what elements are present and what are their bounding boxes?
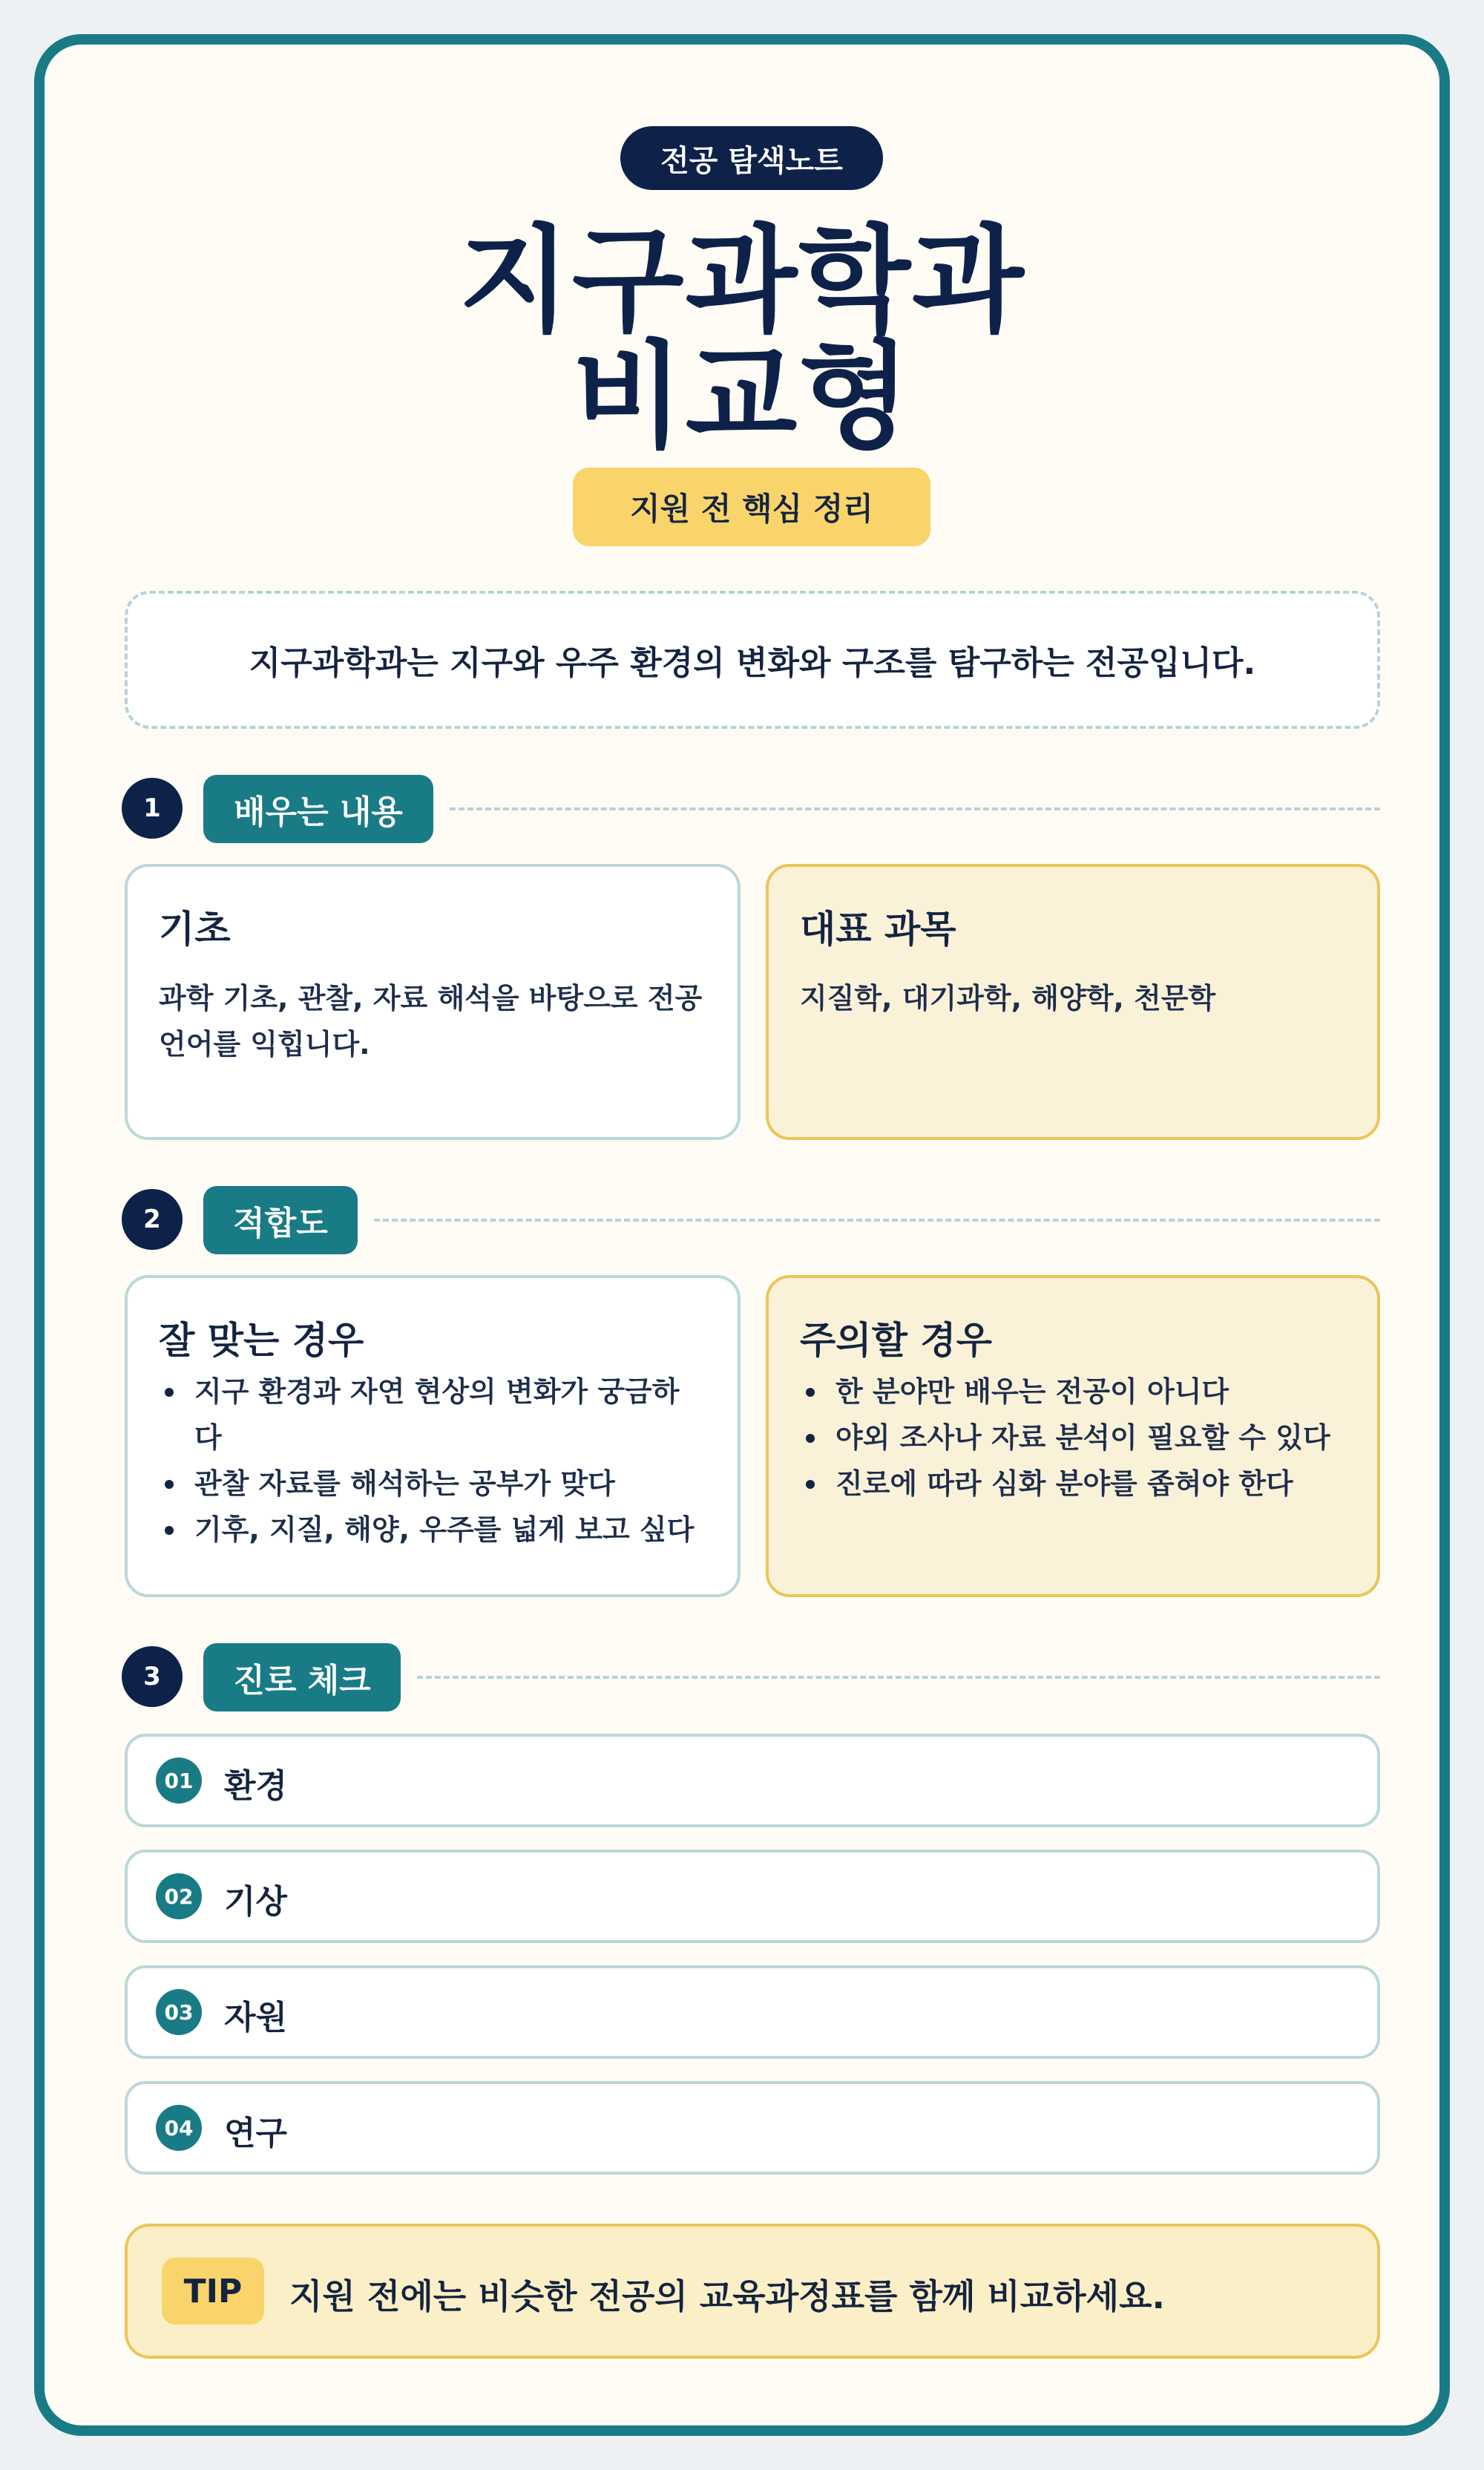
- career-row-label: 환경: [224, 1767, 288, 1805]
- subjects-card: [766, 864, 1380, 1140]
- section-2-number: 2: [122, 1189, 183, 1250]
- career-row-number: 03: [156, 1989, 202, 2035]
- section-2-divider: [374, 1219, 1380, 1222]
- subjects-text: 지질학, 대기과학, 해양학, 천문학: [800, 982, 1216, 1015]
- caution-card: [766, 1275, 1380, 1597]
- section-2-label: 적합도: [203, 1186, 358, 1254]
- section-1-divider: [450, 808, 1380, 810]
- good-fit-card: [125, 1275, 741, 1597]
- caution-item: 한 분야만 배우는 전공이 아니다: [800, 1369, 1364, 1415]
- career-row-number: 02: [156, 1873, 202, 1919]
- career-row: [125, 1734, 1380, 1827]
- career-row-label: 연구: [224, 2114, 288, 2152]
- career-row-number: 04: [156, 2105, 202, 2151]
- career-row-label: 자원: [224, 1999, 288, 2037]
- subjects-title: 대표 과목: [800, 908, 956, 951]
- basics-text-line1: 과학 기초, 관찰, 자료 해석을 바탕으로 전공: [159, 982, 703, 1015]
- section-3-number: 3: [122, 1646, 183, 1707]
- intro-box: [125, 591, 1380, 729]
- section-1-number: 1: [122, 778, 183, 839]
- good-fit-title: 잘 맞는 경우: [159, 1319, 364, 1362]
- career-row-number: 01: [156, 1758, 202, 1804]
- main-card: [34, 34, 1450, 2436]
- basics-text-line2: 언어를 익힙니다.: [159, 1028, 370, 1061]
- section-3-divider: [417, 1676, 1380, 1679]
- good-fit-item: 기후, 지질, 해양, 우주를 넓게 보고 싶다: [159, 1507, 723, 1553]
- caution-list: [800, 1369, 1364, 1507]
- intro-text: 지구과학과는 지구와 우주 환경의 변화와 구조를 탐구하는 전공입니다.: [249, 644, 1256, 682]
- tip-box: [125, 2224, 1380, 2359]
- career-row-label: 기상: [224, 1883, 288, 1921]
- page-title-line1: 지구과학과: [459, 213, 1025, 348]
- tip-badge: TIP: [162, 2258, 264, 2325]
- section-1-label: 배우는 내용: [203, 775, 433, 843]
- basics-card: [125, 864, 741, 1140]
- career-row: [125, 1850, 1380, 1943]
- tip-text: 지원 전에는 비슷한 전공의 교육과정표를 함께 비교하세요.: [289, 2276, 1166, 2316]
- caution-item: 야외 조사나 자료 분석이 필요할 수 있다: [800, 1415, 1364, 1461]
- page-title-line2: 비교형: [571, 329, 913, 464]
- good-fit-item: 관찰 자료를 해석하는 공부가 맞다: [159, 1461, 723, 1507]
- caution-item: 진로에 따라 심화 분야를 좁혀야 한다: [800, 1461, 1364, 1507]
- career-row: [125, 2081, 1380, 2175]
- good-fit-item: 지구 환경과 자연 현상의 변화가 궁금하 다: [159, 1369, 723, 1461]
- career-row: [125, 1965, 1380, 2059]
- category-badge: 전공 탐색노트: [620, 126, 883, 190]
- good-fit-list: [159, 1369, 723, 1553]
- basics-title: 기초: [159, 908, 231, 951]
- section-3-label: 진로 체크: [203, 1643, 401, 1711]
- caution-title: 주의할 경우: [800, 1319, 992, 1362]
- subtitle-badge: 지원 전 핵심 정리: [573, 468, 930, 546]
